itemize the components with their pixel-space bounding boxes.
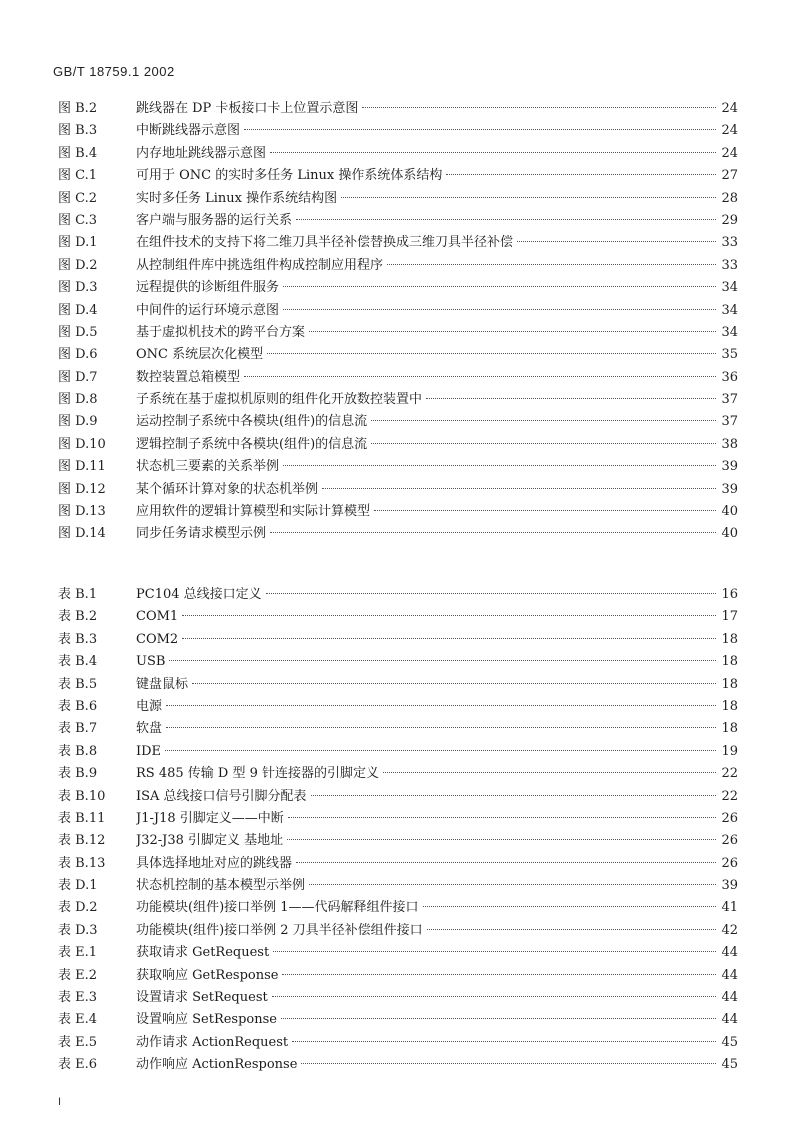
toc-entry[interactable] xyxy=(58,651,738,673)
toc-entry[interactable] xyxy=(58,674,738,696)
entry-title: 内存地址跳线器示意图 xyxy=(136,145,267,161)
entry-label: 表 E.1 xyxy=(58,945,98,961)
entry-title: RS 485 传输 D 型 9 针连接器的引脚定义 xyxy=(136,766,379,782)
entry-label: 图 D.8 xyxy=(58,392,98,408)
entry-title: 功能模块(组件)接口举例 1——代码解释组件接口 xyxy=(136,900,419,916)
dot-leader xyxy=(270,532,716,533)
entry-label: 表 E.5 xyxy=(58,1034,98,1050)
entry-title: 跳线器在 DP 卡板接口卡上位置示意图 xyxy=(136,101,359,116)
dot-leader xyxy=(292,1041,716,1042)
entry-title: 设置请求 SetRequest xyxy=(136,990,268,1006)
dot-leader xyxy=(272,996,716,997)
dot-leader xyxy=(244,376,716,377)
entry-page-number: 34 xyxy=(721,280,738,296)
entry-label: 表 B.3 xyxy=(58,631,98,647)
toc-entry[interactable] xyxy=(58,367,738,389)
dot-leader xyxy=(182,615,716,616)
toc-entry[interactable] xyxy=(58,98,738,120)
entry-title: 中断跳线器示意图 xyxy=(136,123,241,139)
entry-label: 图 C.3 xyxy=(58,212,98,228)
toc-entry[interactable] xyxy=(58,830,738,852)
toc-entry[interactable] xyxy=(58,942,738,964)
toc-entry[interactable] xyxy=(58,897,738,919)
entry-page-number: 18 xyxy=(721,676,738,692)
dot-leader xyxy=(283,465,716,466)
entry-label: 图 D.2 xyxy=(58,257,98,273)
document-code: GB/T 18759.1 2002 xyxy=(53,64,175,79)
dot-leader xyxy=(362,107,716,108)
dot-leader xyxy=(283,309,716,310)
dot-leader xyxy=(309,884,716,885)
entry-title: 远程提供的诊断组件服务 xyxy=(136,280,280,296)
entry-title: 动作请求 ActionRequest xyxy=(136,1034,289,1050)
dot-leader xyxy=(165,750,716,751)
toc-entry[interactable] xyxy=(58,523,738,545)
entry-page-number: 37 xyxy=(721,392,738,408)
entry-label: 表 B.5 xyxy=(58,676,98,692)
toc-entry[interactable] xyxy=(58,434,738,456)
entry-page-number: 24 xyxy=(721,145,738,161)
entry-title: 获取响应 GetResponse xyxy=(136,967,279,983)
entry-page-number: 45 xyxy=(721,1034,738,1050)
entry-title: 键盘鼠标 xyxy=(136,676,189,692)
dot-leader xyxy=(383,772,716,773)
entry-page-number: 18 xyxy=(721,698,738,714)
entry-title: 电源 xyxy=(136,698,163,714)
entry-page-number: 18 xyxy=(721,721,738,737)
dot-leader xyxy=(423,906,716,907)
entry-title: COM2 xyxy=(136,631,179,647)
dot-leader xyxy=(426,398,716,399)
dot-leader xyxy=(309,331,716,332)
dot-leader xyxy=(296,862,716,863)
entry-title: USB xyxy=(136,654,166,670)
entry-label: 表 B.13 xyxy=(58,855,106,871)
entry-title: 可用于 ONC 的实时多任务 Linux 操作系统体系结构 xyxy=(136,168,443,184)
entry-page-number: 39 xyxy=(721,878,738,894)
entry-title: 运动控制子系统中各模块(组件)的信息流 xyxy=(136,414,368,430)
entry-label: 表 B.4 xyxy=(58,654,98,670)
entry-label: 表 B.2 xyxy=(58,609,98,625)
entry-page-number: 40 xyxy=(721,504,738,520)
entry-page-number: 28 xyxy=(721,190,738,206)
toc-entry[interactable] xyxy=(58,1032,738,1054)
entry-page-number: 33 xyxy=(721,257,738,273)
entry-page-number: 37 xyxy=(721,414,738,430)
entry-label: 图 D.1 xyxy=(58,235,98,251)
entry-title: 子系统在基于虚拟机原则的组件化开放数控装置中 xyxy=(136,392,423,408)
page-marker: I xyxy=(58,1096,62,1108)
toc-entry[interactable] xyxy=(58,987,738,1009)
entry-page-number: 18 xyxy=(721,631,738,647)
entry-title: 功能模块(组件)接口举例 2 刀具半径补偿组件接口 xyxy=(136,922,423,938)
dot-leader xyxy=(517,241,716,242)
entry-label: 图 B.2 xyxy=(58,101,98,116)
dot-leader xyxy=(273,951,716,952)
toc-entry[interactable] xyxy=(58,763,738,785)
entry-label: 图 D.4 xyxy=(58,302,98,318)
entry-label: 表 B.7 xyxy=(58,721,98,737)
entry-page-number: 27 xyxy=(721,168,738,184)
dot-leader xyxy=(287,839,716,840)
dot-leader xyxy=(446,174,716,175)
entry-page-number: 22 xyxy=(721,766,738,782)
entry-page-number: 18 xyxy=(721,654,738,670)
entry-title: 获取请求 GetRequest xyxy=(136,945,270,961)
entry-page-number: 29 xyxy=(721,212,738,228)
toc-entry[interactable] xyxy=(58,808,738,830)
entry-title: J1-J18 引脚定义——中断 xyxy=(136,810,284,826)
entry-label: 图 D.13 xyxy=(58,504,106,520)
dot-leader xyxy=(283,286,716,287)
entry-page-number: 24 xyxy=(721,123,738,139)
toc-entry[interactable] xyxy=(58,1009,738,1031)
toc-entry[interactable] xyxy=(58,188,738,210)
entry-page-number: 45 xyxy=(721,1057,738,1073)
entry-page-number: 16 xyxy=(721,587,738,602)
toc-entry[interactable] xyxy=(58,344,738,366)
toc-entry[interactable] xyxy=(58,232,738,254)
toc-entry[interactable] xyxy=(58,965,738,987)
entry-page-number: 44 xyxy=(721,990,738,1006)
toc-entry[interactable] xyxy=(58,255,738,277)
toc-entry[interactable] xyxy=(58,875,738,897)
entry-title: 状态机三要素的关系举例 xyxy=(136,459,280,475)
entry-page-number: 33 xyxy=(721,235,738,251)
dot-leader xyxy=(166,705,716,706)
entry-page-number: 17 xyxy=(721,609,738,625)
dot-leader xyxy=(296,219,716,220)
toc-entry[interactable] xyxy=(58,411,738,433)
entry-page-number: 39 xyxy=(721,459,738,475)
dot-leader xyxy=(270,152,716,153)
entry-label: 图 D.6 xyxy=(58,347,98,363)
entry-label: 表 B.11 xyxy=(58,810,106,826)
dot-leader xyxy=(281,1018,716,1019)
toc-entry[interactable] xyxy=(58,606,738,628)
entry-page-number: 44 xyxy=(721,1012,738,1028)
entry-title: 某个循环计算对象的状态机举例 xyxy=(136,481,319,497)
entry-title: ONC 系统层次化模型 xyxy=(136,347,264,363)
toc-entry[interactable] xyxy=(58,741,738,763)
entry-page-number: 41 xyxy=(721,900,738,916)
toc-entry[interactable] xyxy=(58,456,738,478)
entry-label: 表 E.2 xyxy=(58,967,98,983)
dot-leader xyxy=(169,660,716,661)
dot-leader xyxy=(266,593,716,594)
entry-label: 图 D.9 xyxy=(58,414,98,430)
toc-entry[interactable] xyxy=(58,322,738,344)
entry-page-number: 35 xyxy=(721,347,738,363)
entry-label: 表 E.4 xyxy=(58,1012,98,1028)
entry-title: PC104 总线接口定义 xyxy=(136,587,262,602)
entry-label: 表 B.10 xyxy=(58,788,106,804)
entry-label: 图 D.7 xyxy=(58,369,98,385)
toc-entry[interactable] xyxy=(58,277,738,299)
entry-page-number: 36 xyxy=(721,369,738,385)
entry-title: J32-J38 引脚定义 基地址 xyxy=(136,833,284,849)
entry-label: 图 C.2 xyxy=(58,190,98,206)
entry-label: 表 D.3 xyxy=(58,922,98,938)
entry-title: 设置响应 SetResponse xyxy=(136,1012,277,1028)
entry-label: 图 D.12 xyxy=(58,481,106,497)
entry-page-number: 34 xyxy=(721,302,738,318)
dot-leader xyxy=(244,129,716,130)
entry-page-number: 24 xyxy=(721,101,738,116)
entry-title: 基于虚拟机技术的跨平台方案 xyxy=(136,324,306,340)
toc-entry[interactable] xyxy=(58,300,738,322)
entry-label: 表 D.2 xyxy=(58,900,98,916)
dot-leader xyxy=(311,795,716,796)
entry-page-number: 34 xyxy=(721,324,738,340)
entry-title: COM1 xyxy=(136,609,179,625)
toc-entry[interactable] xyxy=(58,210,738,232)
toc-entry[interactable] xyxy=(58,479,738,501)
entry-label: 表 E.6 xyxy=(58,1057,98,1073)
dot-leader xyxy=(341,197,716,198)
toc-entry[interactable] xyxy=(58,920,738,942)
entry-label: 图 B.3 xyxy=(58,123,98,139)
entry-title: 动作响应 ActionResponse xyxy=(136,1057,298,1073)
entry-page-number: 44 xyxy=(721,945,738,961)
entry-title: 同步任务请求模型示例 xyxy=(136,526,267,542)
dot-leader xyxy=(387,264,716,265)
entry-page-number: 44 xyxy=(721,967,738,983)
entry-title: IDE xyxy=(136,743,162,759)
dot-leader xyxy=(192,683,716,684)
entry-label: 图 B.4 xyxy=(58,145,98,161)
toc-entry[interactable] xyxy=(58,120,738,142)
entry-title: 中间件的运行环境示意图 xyxy=(136,302,280,318)
entry-title: 逻辑控制子系统中各模块(组件)的信息流 xyxy=(136,436,368,452)
entry-title: 数控装置总箱模型 xyxy=(136,369,241,385)
entry-label: 图 C.1 xyxy=(58,168,98,184)
toc-entry[interactable] xyxy=(58,143,738,165)
entry-title: 在组件技术的支持下将二维刀具半径补偿替换成三维刀具半径补偿 xyxy=(136,235,514,251)
dot-leader xyxy=(374,510,716,511)
entry-label: 表 E.3 xyxy=(58,990,98,1006)
figure-list xyxy=(58,98,738,546)
entry-label: 表 B.9 xyxy=(58,766,98,782)
entry-title: 从控制组件库中挑选组件构成控制应用程序 xyxy=(136,257,384,273)
entry-title: ISA 总线接口信号引脚分配表 xyxy=(136,788,307,804)
entry-label: 表 D.1 xyxy=(58,878,98,894)
dot-leader xyxy=(301,1063,716,1064)
entry-title: 具体选择地址对应的跳线器 xyxy=(136,855,293,871)
entry-label: 图 D.14 xyxy=(58,526,106,542)
entry-title: 实时多任务 Linux 操作系统结构图 xyxy=(136,190,338,206)
entry-page-number: 22 xyxy=(721,788,738,804)
dot-leader xyxy=(288,817,716,818)
toc-entry[interactable] xyxy=(58,165,738,187)
toc-entry[interactable] xyxy=(58,718,738,740)
entry-label: 表 B.6 xyxy=(58,698,98,714)
entry-label: 图 D.5 xyxy=(58,324,98,340)
entry-page-number: 42 xyxy=(721,922,738,938)
dot-leader xyxy=(322,488,716,489)
toc-entry[interactable] xyxy=(58,584,738,606)
toc-entry[interactable] xyxy=(58,786,738,808)
entry-label: 图 D.11 xyxy=(58,459,106,475)
entry-label: 表 B.12 xyxy=(58,833,106,849)
dot-leader xyxy=(267,353,716,354)
dot-leader xyxy=(427,929,716,930)
toc-entry[interactable] xyxy=(58,629,738,651)
dot-leader xyxy=(166,727,716,728)
entry-title: 客户端与服务器的运行关系 xyxy=(136,212,293,228)
entry-page-number: 26 xyxy=(721,810,738,826)
dot-leader xyxy=(282,974,716,975)
entry-page-number: 40 xyxy=(721,526,738,542)
dot-leader xyxy=(371,443,716,444)
entry-title: 应用软件的逻辑计算模型和实际计算模型 xyxy=(136,504,371,520)
toc-entry[interactable] xyxy=(58,853,738,875)
entry-title: 状态机控制的基本模型示举例 xyxy=(136,878,306,894)
entry-page-number: 39 xyxy=(721,481,738,497)
table-list xyxy=(58,584,738,1077)
dot-leader xyxy=(371,420,716,421)
entry-label: 图 D.10 xyxy=(58,436,106,452)
entry-page-number: 19 xyxy=(721,743,738,759)
entry-label: 图 D.3 xyxy=(58,280,98,296)
entry-label: 表 B.8 xyxy=(58,743,98,759)
toc-entry[interactable] xyxy=(58,1054,738,1076)
toc-entry[interactable] xyxy=(58,389,738,411)
toc-entry[interactable] xyxy=(58,501,738,523)
entry-label: 表 B.1 xyxy=(58,587,98,602)
dot-leader xyxy=(182,638,716,639)
toc-entry[interactable] xyxy=(58,696,738,718)
entry-page-number: 38 xyxy=(721,436,738,452)
entry-title: 软盘 xyxy=(136,721,163,737)
entry-page-number: 26 xyxy=(721,833,738,849)
entry-page-number: 26 xyxy=(721,855,738,871)
